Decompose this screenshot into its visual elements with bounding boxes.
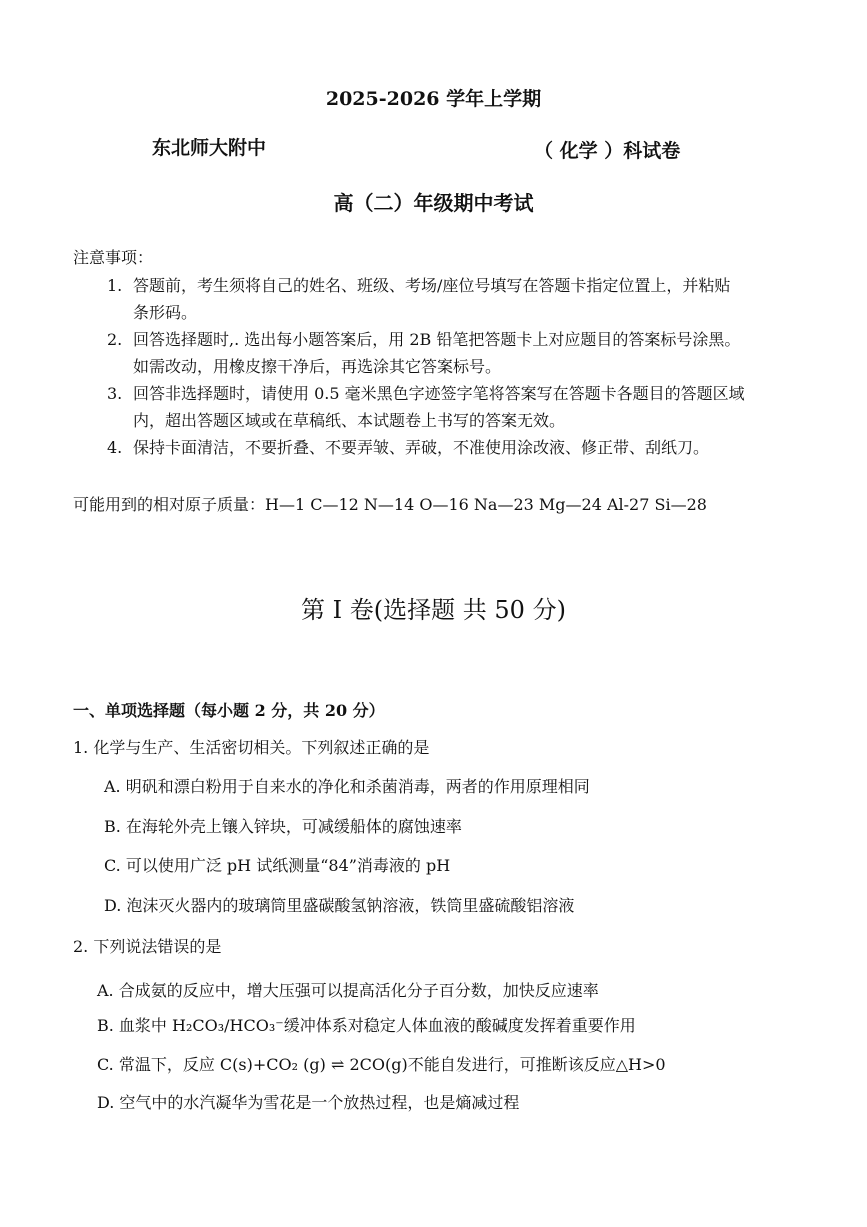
question-2-option-c: C. 常温下，反应 C(s)+CO₂ (g) ⇌ 2CO(g)不能自发进行，可推断该反应△H>0: [97, 1055, 666, 1074]
exam-year-term: 2025-2026 学年上学期: [325, 88, 542, 110]
notice-item-4: [107, 435, 709, 458]
notice-item-text: 答题前，考生须将自己的姓名、班级、考场/座位号填写在答题卡指定位置上，并粘贴: [133, 276, 731, 295]
notice-item-2-cont: 如需改动，用橡皮擦干净后，再选涂其它答案标号。: [133, 357, 502, 376]
question-2-option-d: D. 空气中的水汽凝华为雪花是一个放热过程，也是熵减过程: [97, 1093, 520, 1112]
notice-item-text: 回答非选择题时，请使用 0.5 毫米黑色字迹签字笔将答案写在答题卡各题目的答题区域: [133, 384, 745, 403]
notice-item-1-cont: 条形码。: [133, 303, 198, 322]
atomic-masses: 可能用到的相对原子质量：H—1 C—12 N—14 O—16 Na—23 Mg—24 Al-27 Si—28: [73, 495, 707, 514]
notice-item-text: 保持卡面清洁，不要折叠、不要弄皱、弄破，不准使用涂改液、修正带、刮纸刀。: [133, 438, 710, 457]
question-2-stem: 2. 下列说法错误的是: [73, 937, 222, 956]
question-1-option-d: D. 泡沫灭火器内的玻璃筒里盛碳酸氢钠溶液，铁筒里盛硫酸铝溶液: [104, 896, 575, 915]
notice-item-3: [107, 381, 745, 404]
subject-paper-title: （ 化学 ）科试卷: [534, 140, 681, 162]
school-name: 东北师大附中: [152, 137, 267, 159]
notice-item-number: 1.: [107, 276, 123, 295]
question-1-option-a: A. 明矾和漂白粉用于自来水的净化和杀菌消毒，两者的作用原理相同: [104, 777, 590, 796]
notice-item-2: [107, 327, 740, 350]
notice-item-number: 2.: [107, 330, 123, 349]
part1-title: 第 I 卷(选择题 共 50 分): [301, 596, 566, 624]
notice-item-number: 4.: [107, 438, 123, 457]
grade-exam-title: 高（二）年级期中考试: [333, 191, 534, 215]
section-title: 一、单项选择题（每小题 2 分，共 20 分）: [73, 701, 385, 720]
notice-item-1: [107, 273, 730, 296]
notice-item-text: 回答选择题时,. 选出每小题答案后，用 2B 铅笔把答题卡上对应题目的答案标号涂黑。: [133, 330, 741, 349]
notice-item-number: 3.: [107, 384, 123, 403]
question-2-option-b: B. 血浆中 H₂CO₃/HCO₃⁻缓冲体系对稳定人体血液的酸碱度发挥着重要作用: [97, 1016, 636, 1035]
question-1-option-b: B. 在海轮外壳上镶入锌块，可减缓船体的腐蚀速率: [104, 817, 462, 836]
question-1-stem: 1. 化学与生产、生活密切相关。下列叙述正确的是: [73, 738, 430, 757]
notice-item-3-cont: 内，超出答题区域或在草稿纸、本试题卷上书写的答案无效。: [133, 411, 566, 430]
question-1-option-c: C. 可以使用广泛 pH 试纸测量“84”消毒液的 pH: [104, 856, 451, 875]
notice-title: 注意事项：: [73, 248, 154, 267]
question-2-option-a: A. 合成氨的反应中，增大压强可以提高活化分子百分数，加快反应速率: [97, 981, 599, 1000]
